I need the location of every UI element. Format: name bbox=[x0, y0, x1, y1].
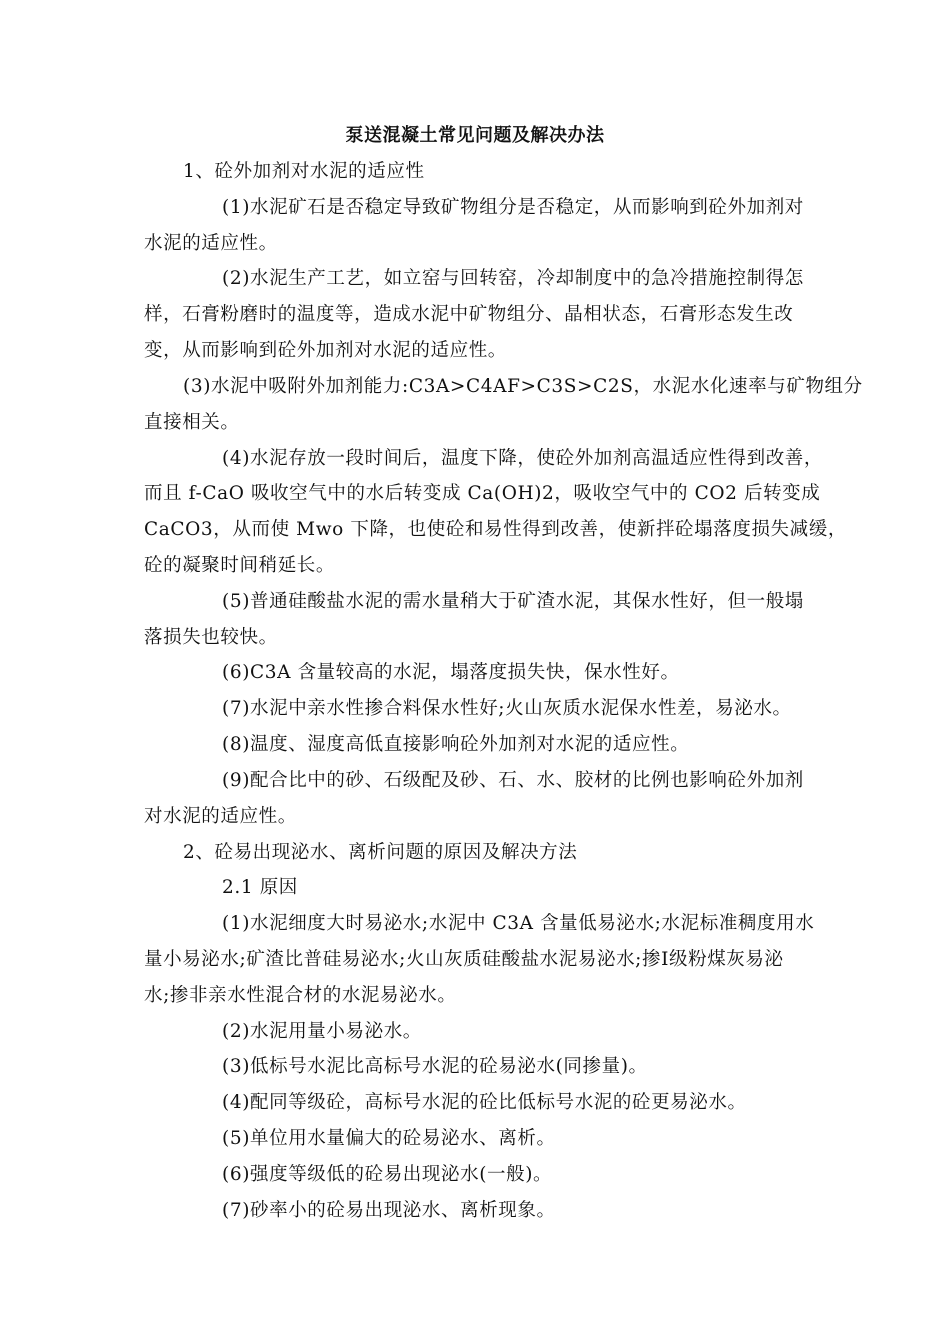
paragraph-line: 水;掺非亲水性混合材的水泥易泌水。 bbox=[144, 985, 457, 1006]
paragraph-line: (4)水泥存放一段时间后，温度下降，使砼外加剂高温适应性得到改善， bbox=[222, 448, 824, 469]
paragraph-line: (4)配同等级砼，高标号水泥的砼比低标号水泥的砼更易泌水。 bbox=[222, 1092, 747, 1113]
document-title: 泵送混凝土常见问题及解决办法 bbox=[345, 125, 605, 146]
paragraph-line: (2)水泥用量小易泌水。 bbox=[222, 1021, 422, 1042]
paragraph-line: CaCO3，从而使 Mwo 下降，也使砼和易性得到改善，使新拌砼塌落度损失减缓， bbox=[144, 519, 847, 540]
paragraph-line: (7)水泥中亲水性掺合料保水性好;火山灰质水泥保水性差，易泌水。 bbox=[222, 698, 792, 719]
paragraph-line: (1)水泥细度大时易泌水;水泥中 C3A 含量低易泌水;水泥标准稠度用水 bbox=[222, 913, 815, 934]
paragraph-line: (3)水泥中吸附外加剂能力:C3A>C4AF>C3S>C2S，水泥水化速率与矿物组分 bbox=[183, 376, 863, 397]
section-heading: 2、砼易出现泌水、离析问题的原因及解决方法 bbox=[183, 842, 578, 863]
paragraph-line: (6)C3A 含量较高的水泥，塌落度损失快，保水性好。 bbox=[222, 662, 680, 683]
paragraph-line: 变，从而影响到砼外加剂对水泥的适应性。 bbox=[144, 340, 507, 361]
paragraph-line: 砼的凝聚时间稍延长。 bbox=[144, 555, 336, 576]
paragraph-line: (1)水泥矿石是否稳定导致矿物组分是否稳定，从而影响到砼外加剂对 bbox=[222, 197, 804, 218]
paragraph-line: (2)水泥生产工艺，如立窑与回转窑，冷却制度中的急冷措施控制得怎 bbox=[222, 268, 804, 289]
paragraph-line: 水泥的适应性。 bbox=[144, 233, 278, 254]
paragraph-line: 直接相关。 bbox=[144, 412, 240, 433]
paragraph-line: (5)普通硅酸盐水泥的需水量稍大于矿渣水泥，其保水性好，但一般塌 bbox=[222, 591, 804, 612]
paragraph-line: 样，石膏粉磨时的温度等，造成水泥中矿物组分、晶相状态，石膏形态发生改 bbox=[144, 304, 794, 325]
paragraph-line: (6)强度等级低的砼易出现泌水(一般)。 bbox=[222, 1164, 553, 1185]
paragraph-line: 而且 f-CaO 吸收空气中的水后转变成 Ca(OH)2，吸收空气中的 CO2 后转变成 bbox=[144, 483, 821, 504]
subsection-heading: 2.1 原因 bbox=[222, 877, 298, 898]
section-heading: 1、砼外加剂对水泥的适应性 bbox=[183, 161, 425, 182]
paragraph-line: (7)砂率小的砼易出现泌水、离析现象。 bbox=[222, 1200, 556, 1221]
paragraph-line: (3)低标号水泥比高标号水泥的砼易泌水(同掺量)。 bbox=[222, 1056, 648, 1077]
paragraph-line: (8)温度、湿度高低直接影响砼外加剂对水泥的适应性。 bbox=[222, 734, 690, 755]
paragraph-line: (5)单位用水量偏大的砼易泌水、离析。 bbox=[222, 1128, 556, 1149]
paragraph-line: 对水泥的适应性。 bbox=[144, 806, 297, 827]
paragraph-line: 量小易泌水;矿渣比普硅易泌水;火山灰质硅酸盐水泥易泌水;掺Ⅰ级粉煤灰易泌 bbox=[144, 949, 784, 970]
paragraph-line: (9)配合比中的砂、石级配及砂、石、水、胶材的比例也影响砼外加剂 bbox=[222, 770, 804, 791]
paragraph-line: 落损失也较快。 bbox=[144, 627, 278, 648]
